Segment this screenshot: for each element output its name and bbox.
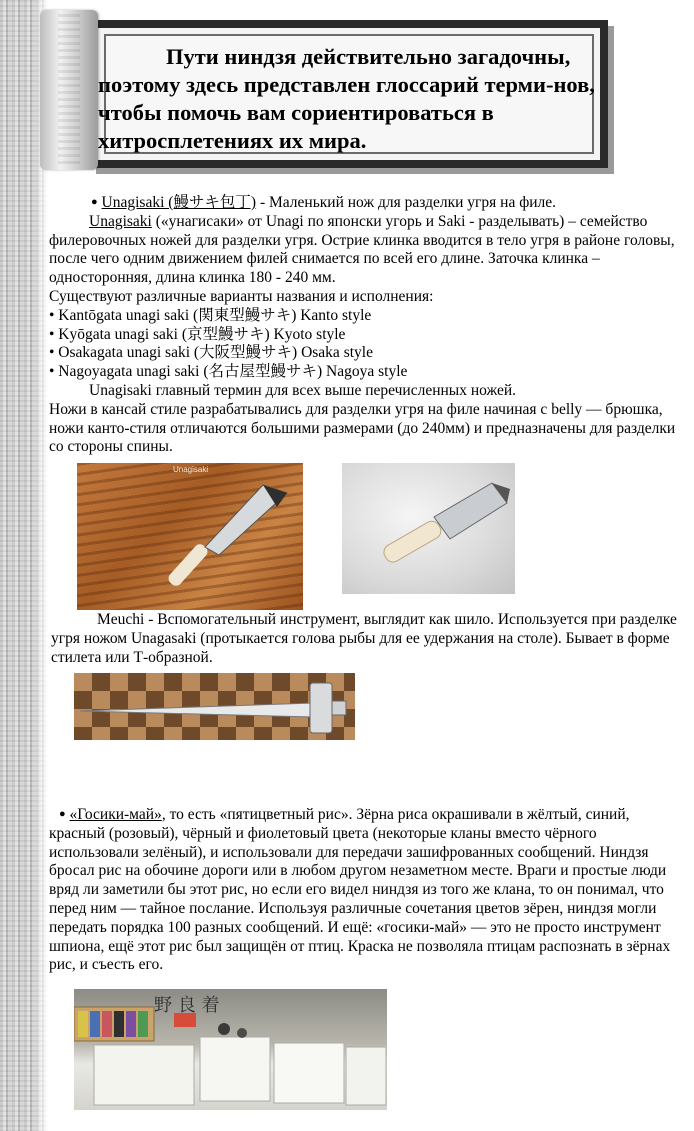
variants-intro: Существуют различные варианты названия и исполнения: — [49, 287, 434, 305]
awl-icon — [74, 673, 355, 740]
unagisaki-summary: Unagisaki главный термин для всех выше перечисленных ножей. — [89, 381, 517, 399]
goshiki-section — [49, 805, 681, 975]
bullet-icon: ● — [59, 808, 66, 820]
unagisaki-section — [49, 193, 685, 457]
variant-item: • Nagoyagata unagi saki (名古屋型鰻サキ) Nagoya style — [49, 363, 408, 381]
photo-label: Unagisaki — [173, 465, 209, 474]
knife-icon — [342, 463, 515, 594]
meuchi-section — [51, 611, 681, 667]
meuchi-awl-photo — [74, 673, 355, 740]
unagisaki-term: Unagisaki (鰻サキ包丁) — [101, 194, 257, 211]
bullet-icon: ● — [91, 196, 98, 208]
meuchi-text: Meuchi - Вспомогательный инструмент, выглядит как шило. Используется при разделке угря ножом Unagasaki (протыкается голова рыбы для ее удержания на столе). Бывает в форме стилета или Т-образной. — [51, 611, 677, 666]
unagisaki-knife-photo — [77, 463, 303, 610]
unagisaki-knife-photo-2 — [342, 463, 515, 594]
title-scroll-banner — [40, 10, 618, 170]
goshiki-term: «Госики-май» — [69, 806, 162, 823]
exhibit-display-icon — [74, 989, 387, 1110]
scroll-rod-icon — [40, 10, 98, 170]
goshiki-text: ● «Госики-май», то есть «пятицветный рис». Зёрна риса окрашивали в жёлтый, синий, красный (розовый), чёрный и фиолетовый цвета (некоторые кланы вместо чёрного использовали зелёный), и использовали для передачи зашифрованных сообщений. Ниндзя бросал рис на обочине дороги или в любом другом незаметном месте. Враги и простые люди вряд ли заметили бы этот рис, но если его видел ниндзя из того же клана, то он понимал, что перед ним — тайное послание. Используя различные сочетания цветов зёрен, ниндзя могли передать порядка 100 разных сообщений. И ещё: «госики-май» — это не просто инструмент шпиона, ещё этот рис был защищён от птиц. Краска не позволяла птицам распознать в зёрнах рис, и съесть его. — [49, 806, 671, 974]
variant-item: • Kyōgata unagi saki (京型鰻サキ) Kyoto style — [49, 325, 346, 343]
unagisaki-styles: Ножи в кансай стиле разрабатывались для разделки угря на филе начиная с belly — брюшка, ножи канто-стиля отличаются большими размерами (до 240мм) и предназначены для разделки со стороны спины. — [49, 400, 676, 456]
unagisaki-definition: ● Unagisaki (鰻サキ包丁) - Маленький нож для разделки угря на филе. — [91, 194, 557, 211]
variant-item: • Kantōgata unagi saki (関東型鰻サキ) Kanto style — [49, 306, 372, 324]
goshiki-exhibit-photo — [74, 989, 387, 1110]
variant-item: • Osakagata unagi saki (大阪型鰻サキ) Osaka style — [49, 344, 373, 362]
unagisaki-description: Unagisaki («унагисаки» от Unagi по японски угорь и Saki - разделывать) – семейство филеровочных ножей для разделки угря. Острие клинка вводится в тело угря в районе головы, после чего одним движением филей снимается по всей его длине. Заточка клинка – односторонняя, длина клинка 180 - 240 мм. — [49, 212, 675, 287]
banner-heading: Пути ниндзя действительно загадочны, поэтому здесь представлен глоссарий терми-нов, чтобы помочь вам сориентироваться в хитросплетениях их мира. — [98, 44, 595, 153]
exhibit-sign: 野 良 着 — [154, 995, 220, 1016]
knife-icon — [77, 463, 303, 610]
